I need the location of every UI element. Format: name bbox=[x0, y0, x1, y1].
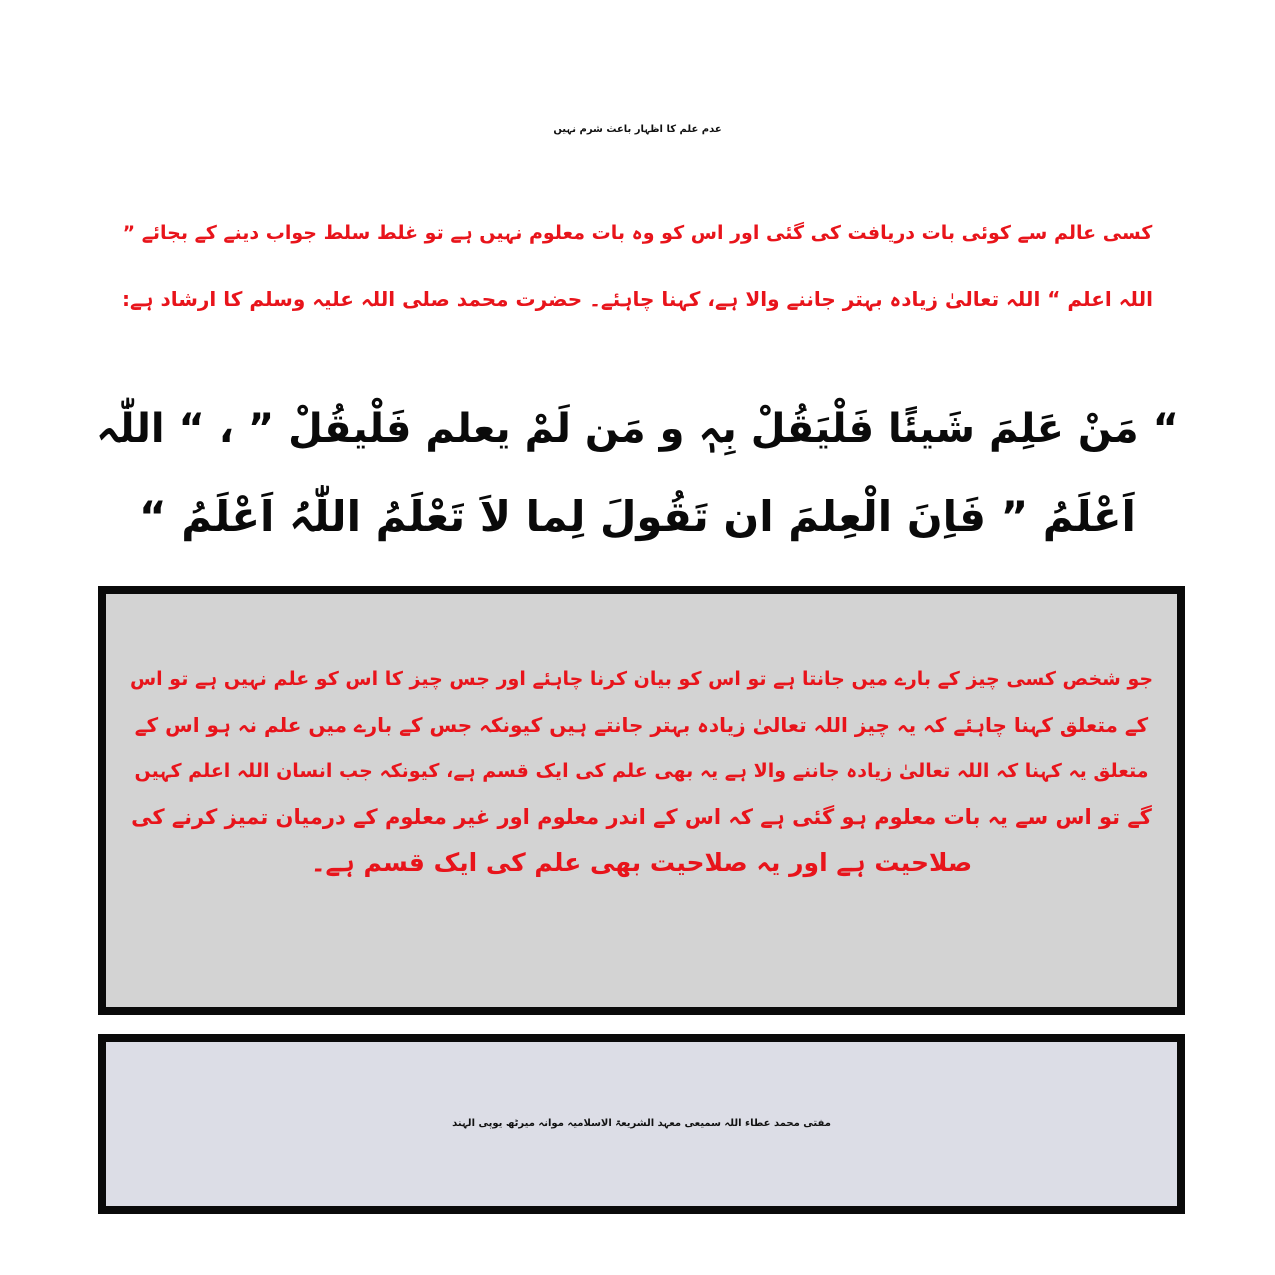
explanation-box bbox=[98, 586, 1185, 1015]
hadith-quote bbox=[90, 385, 1185, 561]
explanation-line: گے تو اس سے یہ بات معلوم ہو گئی ہے کہ اس کے اندر معلوم اور غیر معلوم کے درمیان تمیز کرنے کی bbox=[131, 805, 1152, 829]
hadith-line: “ مَنْ عَلِمَ شَیئًا فَلْیَقُلْ بِہٖ و مَن لَمْ یعلم فَلْیقُلْ ” ، “ اللّٰہ bbox=[96, 406, 1179, 452]
intro-line: کسی عالم سے کوئی بات دریافت کی گئی اور اس کو وہ بات معلوم نہیں ہے تو غلط سلط جواب دینے کے بجائے ” bbox=[122, 222, 1153, 244]
author-credit: مفتی محمد عطاء اللہ سمیعی معہد الشریعۃ الاسلامیہ موانہ میرٹھ یوپی الہند bbox=[452, 1118, 831, 1129]
explanation-line: صلاحیت ہے اور یہ صلاحیت بھی علم کی ایک قسم ہے۔ bbox=[310, 848, 973, 877]
explanation-line: متعلق یہ کہنا کہ اللہ تعالیٰ زیادہ جاننے والا ہے یہ بھی علم کی ایک قسم ہے، کیونکہ جب انسان اللہ اعلم کہیں bbox=[134, 760, 1149, 782]
hadith-line: اَعْلَمُ ” فَاِنَ الْعِلمَ ان تَقُولَ لِما لاَ تَعْلَمُ اللّٰہُ اَعْلَمُ “ bbox=[139, 492, 1136, 541]
author-box bbox=[98, 1034, 1185, 1214]
explanation-line: جو شخص کسی چیز کے بارے میں جانتا ہے تو اس کو بیان کرنا چاہئے اور جس چیز کا اس کو علم نہیں ہے تو اس bbox=[129, 668, 1154, 690]
explanation-paragraph bbox=[128, 656, 1155, 886]
intro-paragraph bbox=[120, 200, 1155, 332]
page-title: عدم علم کا اظہار باعث شرم نہیں bbox=[553, 124, 722, 135]
explanation-line: کے متعلق کہنا چاہئے کہ یہ چیز اللہ تعالیٰ زیادہ بہتر جانتے ہیں کیونکہ جس کے بارے میں علم نہ ہو اس کے bbox=[134, 713, 1149, 737]
intro-line: اللہ اعلم “ اللہ تعالیٰ زیادہ بہتر جاننے والا ہے، کہنا چاہئے۔ حضرت محمد صلی اللہ علیہ وسلم کا ارشاد ہے: bbox=[122, 287, 1153, 311]
